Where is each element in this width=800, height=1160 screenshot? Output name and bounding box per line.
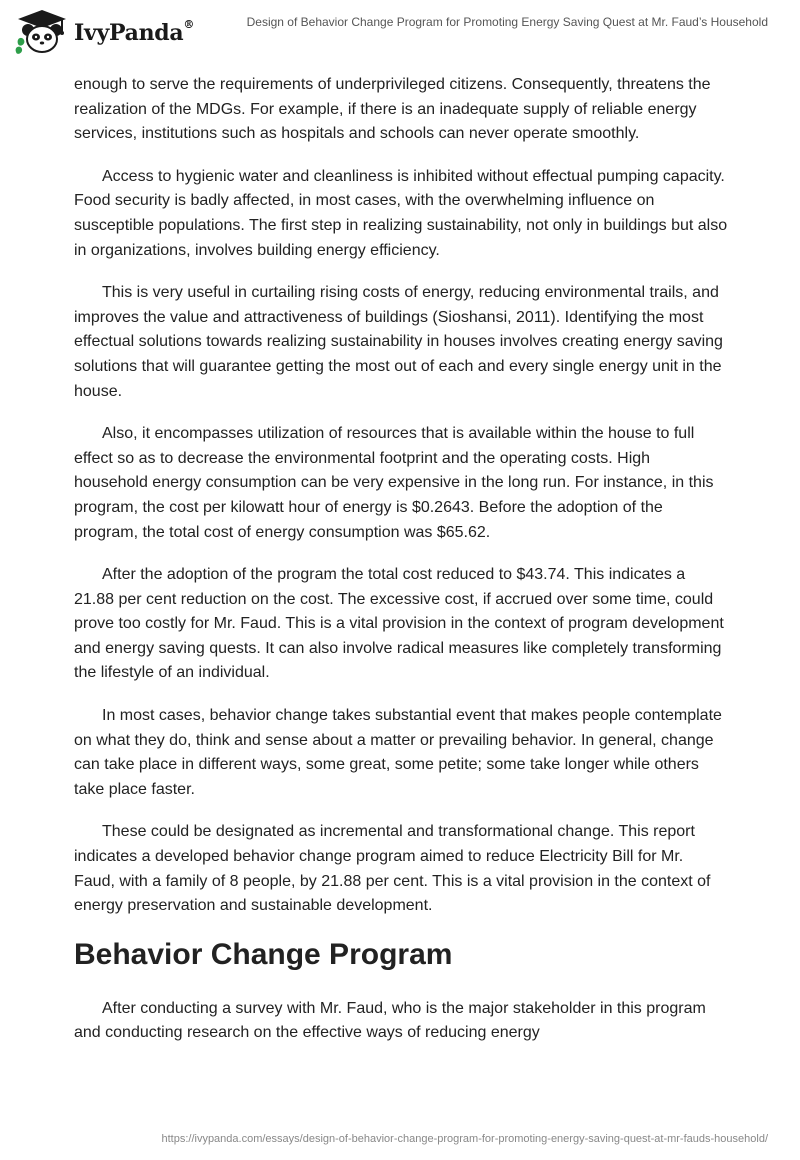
panda-graduate-icon bbox=[14, 6, 70, 58]
document-title: Design of Behavior Change Program for Promoting Energy Saving Quest at Mr. Faud’s Household bbox=[246, 15, 768, 29]
paragraph: In most cases, behavior change takes substantial event that makes people contemplate on what they do, think and sense about a matter or prevailing behavior. In general, change can take place in different ways, some great, some petite; some take longer while others take place faster. bbox=[74, 707, 722, 798]
page-header bbox=[0, 0, 800, 62]
paragraph: After the adoption of the program the total cost reduced to $43.74. This indicates a 21.88 per cent reduction on the cost. The excessive cost, if accrued over some time, could prove too costly for Mr. Faud. This is a vital provision in the context of program development and energy saving quests. It can also involve radical measures like completely transforming the lifestyle of an individual. bbox=[74, 566, 724, 682]
paragraph: After conducting a survey with Mr. Faud, who is the major stakeholder in this program and conducting research on the effective ways of reducing energy bbox=[74, 999, 706, 1042]
paragraph: This is very useful in curtailing rising costs of energy, reducing environmental trails, and improves the value and attractiveness of buildings (Sioshansi, 2011). Identifying the most effectual solutions towards realizing sustainability in houses involves creating energy saving solutions that will guarantee getting the most out of each and every single energy unit in the house. bbox=[74, 284, 723, 400]
section-heading: Behavior Change Program bbox=[74, 937, 453, 971]
paragraph: Access to hygienic water and cleanliness is inhibited without effectual pumping capacity. Food security is badly affected, in most cases, with the overwhelming influence on susceptible populations. The first step in realizing sustainability, not only in buildings but also in organizations, involves building energy efficiency. bbox=[74, 167, 728, 259]
paragraph: enough to serve the requirements of underprivileged citizens. Consequently, threatens the realization of the MDGs. For example, if there is an inadequate supply of reliable energy services, institutions such as hospitals and schools can never operate smoothly. bbox=[74, 76, 711, 143]
paragraph: Also, it encompasses utilization of resources that is available within the house to full effect so as to decrease the environmental footprint and the operating costs. High household energy consumption can be very expensive in the long run. For instance, in this program, the cost per kilowatt hour of energy is $0.2643. Before the adoption of the program, the total cost of energy consumption was $65.62. bbox=[74, 425, 714, 541]
source-url[interactable]: https://ivypanda.com/essays/design-of-behavior-change-program-for-promoting-energy-saving-quest-at-mr-fauds-household/ bbox=[161, 1133, 768, 1145]
article-body bbox=[74, 73, 728, 1064]
ivypanda-logo[interactable] bbox=[14, 6, 204, 58]
paragraph: These could be designated as incremental and transformational change. This report indicates a developed behavior change program aimed to reduce Electricity Bill for Mr. Faud, with a family of 8 people, by 21.88 per cent. This is a vital provision in the context of energy preservation and sustainable development. bbox=[74, 823, 711, 915]
brand-name: IvyPanda® bbox=[74, 18, 195, 46]
